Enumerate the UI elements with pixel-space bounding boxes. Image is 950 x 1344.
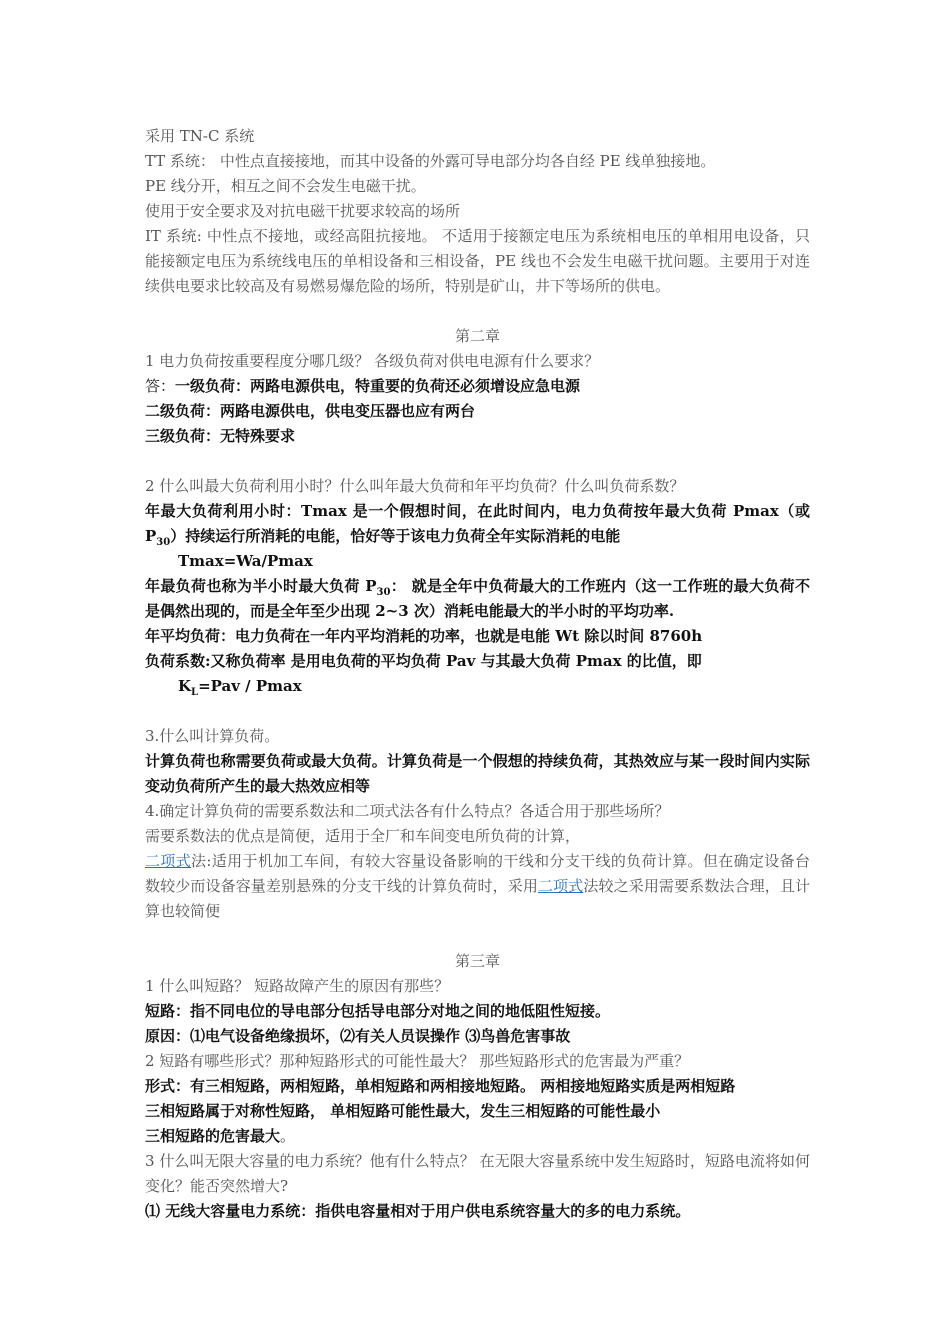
binomial-method-link-1[interactable]: 二项式 <box>145 852 192 870</box>
ch3-answer-1-line-2: 原因：⑴电气设备绝缘损坏，⑵有关人员误操作 ⑶鸟兽危害事故 <box>145 1027 571 1045</box>
chapter-2-title: 第二章 <box>454 327 500 345</box>
ch2-question-4: 4.确定计算负荷的需要系数法和二项式法各有什么特点？各适合用于那些场所？ <box>145 802 670 820</box>
chapter-3-title: 第三章 <box>454 952 500 970</box>
pe-separate-line: PE 线分开，相互之间不会发生电磁干扰。 <box>145 177 426 195</box>
ch2-answer-2-tmax-paragraph: 年最大负荷利用小时：Tmax 是一个假想时间，在此时间内，电力负荷按年最大负荷 Pmax（或 $P_{30}$）持续运行所消耗的电能，恰好等于该电力负荷全年实际消耗的电能 <box>145 502 810 548</box>
ch2-question-2: 2 什么叫最大负荷利用小时？什么叫年最大负荷和年平均负荷？什么叫负荷系数？ <box>145 477 685 495</box>
ch2-question-3: 3.什么叫计算负荷。 <box>145 727 280 745</box>
binomial-method-link-2[interactable]: 二项式 <box>538 877 584 895</box>
document-body <box>145 124 810 1224</box>
ch2-answer-1-line-3: 三级负荷：无特殊要求 <box>145 427 296 445</box>
ch3-answer-1-line-1: 短路：指不同电位的导电部分包括导电部分对地之间的地低阻性短接。 <box>145 1002 611 1020</box>
ch3-answer-2-line-2: 三相短路属于对称性短路， 单相短路可能性最大，发生三相短路的可能性最小 <box>145 1102 661 1120</box>
ch2-answer-2-load-factor: 负荷系数:又称负荷率 是用电负荷的平均负荷 Pav 与其最大负荷 Pmax 的比值，即 <box>145 652 702 670</box>
ch2-answer-2-average-load: 年平均负荷：电力负荷在一年内平均消耗的功率，也就是电能 Wt 除以时间 8760h <box>145 627 703 645</box>
ch3-question-1: 1 什么叫短路？ 短路故障产生的原因有那些？ <box>145 977 450 995</box>
kl-formula: $K_L=Pav / Pmax$ <box>178 677 302 698</box>
tmax-formula: Tmax=Wa/Pmax <box>178 552 313 570</box>
ch2-answer-2-p30-paragraph: 年最负荷也称为半小时最大负荷 $P_{30}$： 就是全年中负荷最大的工作班内（这一工作班的最大负荷不是偶然出现的，而是全年至少出现 2~3 次）消耗电能最大的半小时的平均功率. <box>145 577 810 620</box>
ch3-answer-2-line-3: 三相短路的危害最大。 <box>145 1127 296 1145</box>
ch3-question-3: 3 什么叫无限大容量的电力系统？他有什么特点？ 在无限大容量系统中发生短路时，短路电流将如何变化？能否突然增大? <box>145 1152 810 1195</box>
ch2-answer-1-line-2: 二级负荷：两路电源供电，供电变压器也应有两台 <box>145 402 476 420</box>
ch3-answer-2-line-1: 形式：有三相短路，两相短路，单相短路和两相接地短路。 两相接地短路实质是两相短路 <box>145 1077 736 1095</box>
ch2-answer-4-paragraph: 二项式法:适用于机加工车间，有较大容量设备影响的干线和分支干线的负荷计算。但在确定设备台数较少而设备容量差别悬殊的分支干线的计算负荷时，采用二项式法较之采用需要系数法合理，且计算也较简便 <box>145 852 810 920</box>
it-system-paragraph: IT 系统: 中性点不接地，或经高阻抗接地。 不适用于接额定电压为系统相电压的单相用电设备，只能接额定电压为系统线电压的单相设备和三相设备，PE 线也不会发生电磁干扰问题。主要用于对连续供电要求比较高及有易燃易爆危险的场所，特别是矿山，井下等场所的供电。 <box>145 227 810 295</box>
usage-line: 使用于安全要求及对抗电磁干扰要求较高的场所 <box>145 202 461 220</box>
answer-prefix: 答： <box>145 377 176 395</box>
ch2-question-1: 1 电力负荷按重要程度分哪几级？ 各级负荷对供电电源有什么要求？ <box>145 352 600 370</box>
ch2-answer-4-line-1: 需要系数法的优点是简便，适用于全厂和车间变电所负荷的计算， <box>145 827 581 845</box>
ch2-answer-3: 计算负荷也称需要负荷或最大负荷。计算负荷是一个假想的持续负荷，其热效应与某一段时间内实际变动负荷所产生的最大热效应相等 <box>145 752 810 795</box>
tnc-line: 采用 TN-C 系统 <box>145 127 255 145</box>
ch3-question-2: 2 短路有哪些形式？那种短路形式的可能性最大？ 那些短路形式的危害最为严重？ <box>145 1052 690 1070</box>
ch2-answer-1-line-1: 答：一级负荷：两路电源供电，特重要的负荷还必须增设应急电源 <box>145 377 581 395</box>
ch3-answer-3-line-1: ⑴ 无线大容量电力系统：指供电容量相对于用户供电系统容量大的多的电力系统。 <box>145 1202 691 1220</box>
tt-system-line: TT 系统： 中性点直接接地，而其中设备的外露可导电部分均各自经 PE 线单独接地。 <box>145 152 716 170</box>
